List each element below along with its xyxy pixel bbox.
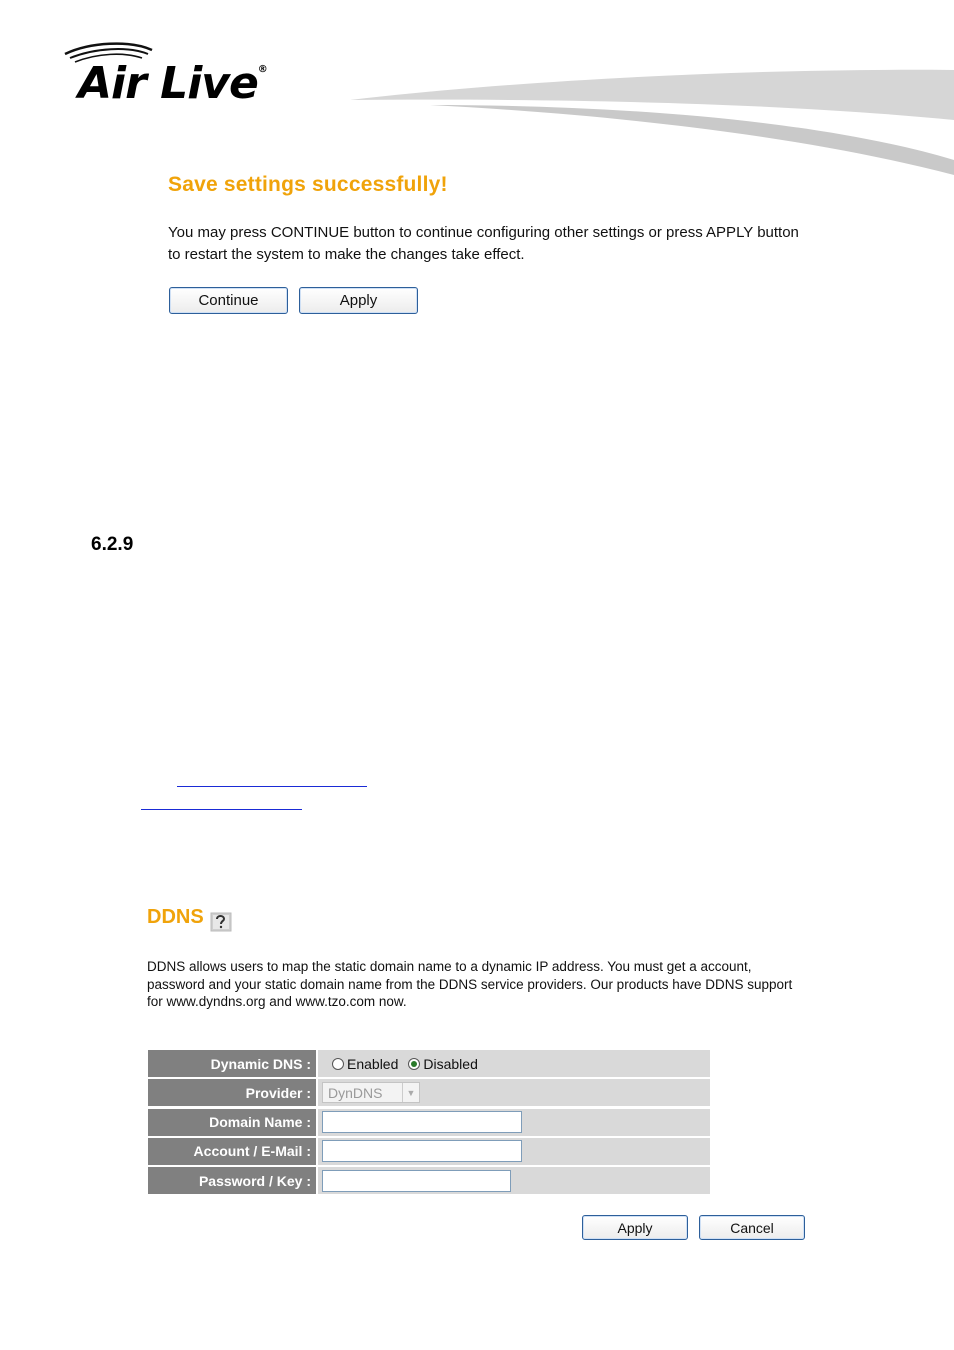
password-key-input[interactable] [322, 1170, 511, 1192]
apply-button-save[interactable]: Apply [299, 287, 418, 314]
disabled-radio-label[interactable]: Disabled [423, 1055, 478, 1072]
continue-button[interactable]: Continue [169, 287, 288, 314]
domain-name-cell [318, 1109, 710, 1136]
logo-wordmark: Air Live® [78, 58, 267, 109]
dynamic-dns-options [318, 1050, 710, 1077]
provider-label: Provider : [148, 1079, 316, 1106]
airlive-logo [60, 40, 300, 110]
enabled-radio[interactable] [332, 1058, 344, 1070]
account-email-input[interactable] [322, 1140, 522, 1162]
save-success-description: You may press CONTINUE button to continue configuring other settings or press APPLY button to restart the system to make the changes take effect. [168, 224, 799, 263]
cancel-button[interactable]: Cancel [699, 1215, 805, 1240]
domain-name-input[interactable] [322, 1111, 522, 1133]
help-icon[interactable] [210, 910, 232, 932]
account-email-label: Account / E-Mail : [148, 1138, 316, 1165]
domain-name-label: Domain Name : [148, 1109, 316, 1136]
provider-select[interactable] [322, 1082, 420, 1103]
chevron-down-icon[interactable]: ▼ [402, 1083, 419, 1102]
password-cell [318, 1167, 710, 1194]
password-key-label: Password / Key : [148, 1167, 316, 1194]
provider-select-value: DynDNS [328, 1084, 383, 1101]
enabled-radio-label[interactable]: Enabled [347, 1055, 399, 1072]
hyperlink-underline[interactable] [141, 809, 302, 810]
provider-cell [318, 1079, 710, 1106]
section-number: 6.2.9 [91, 534, 134, 555]
registered-mark: ® [257, 64, 267, 75]
dynamic-dns-row [148, 1050, 710, 1077]
dynamic-dns-label: Dynamic DNS : [148, 1050, 316, 1077]
ddns-settings-table [148, 1050, 710, 1196]
account-row [148, 1138, 710, 1165]
ddns-title: DDNS [147, 906, 204, 928]
ddns-description: DDNS allows users to map the static domain name to a dynamic IP address. You must get a account, password and your static domain name from the DDNS service providers. Our products have DDNS support for www.dyndns.org and www.tzo.com now. [147, 959, 793, 1009]
disabled-radio[interactable] [408, 1058, 420, 1070]
provider-row [148, 1079, 710, 1106]
apply-button-ddns[interactable]: Apply [582, 1215, 688, 1240]
save-success-title: Save settings successfully! [168, 173, 448, 196]
domain-name-row [148, 1109, 710, 1136]
account-cell [318, 1138, 710, 1165]
password-row [148, 1167, 710, 1194]
hyperlink-underline[interactable] [177, 786, 367, 787]
